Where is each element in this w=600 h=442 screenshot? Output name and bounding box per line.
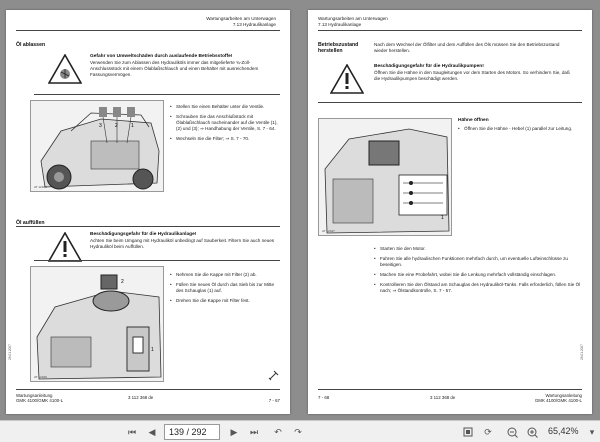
callout-2: 2 (115, 123, 118, 129)
next-view-icon[interactable]: ↷ (294, 426, 302, 437)
bullets-restore (374, 246, 582, 298)
bullet-item: • Öffnen Sie die Hähne - Hebel (1) parallel zur Leitung. (458, 126, 582, 132)
figure-code: AT 12347 (322, 229, 335, 233)
zoom-in-icon[interactable] (524, 424, 540, 440)
zoom-menu-icon[interactable]: ▾ (589, 426, 595, 437)
warning-text: Achten Sie beim Umgang mit Hydrauliköl unbedingt auf Sauberkeit. Filtern Sie auch neues Hydrauliköl beim Auffüllen. (90, 238, 275, 249)
side-date: 28.01.2007 (8, 344, 12, 360)
intro-text: Nach dem Wechsel der Ölfilter und dem Auffüllen des Öls müssen Sie den Betriebszustand wieder herstellen. (374, 42, 560, 53)
footer-manual: Wartungsanleitung (16, 392, 53, 398)
next-page-icon[interactable]: ▶ (230, 426, 238, 437)
footer-page-number: 7 - 67 (268, 398, 280, 404)
bullet-item: • Nehmen Sie die Kappe mit Filter (2) ab. (170, 272, 282, 278)
bullets-open-valves (458, 126, 582, 136)
header-rule (318, 30, 582, 31)
side-date: 28.01.2007 (580, 344, 584, 360)
header-rule (16, 30, 280, 31)
warning-rule (34, 260, 280, 261)
footer-docnumber: 3 112 368 de (128, 395, 154, 400)
warning-text: Verwenden Sie zum Ablassen des Hydrauliköls immer das mitgelieferte ¾-Zoll-Anschlussstück mit einem Ölablaßschlauch und einen Behälter mit ausreichendem Fassungsvermögen. (90, 60, 259, 77)
page-footer-left (16, 393, 63, 404)
damage-warning-icon (330, 64, 364, 94)
environment-warning-icon (48, 54, 82, 84)
callout-3: 3 (99, 123, 102, 129)
last-page-icon[interactable]: ⏭ (249, 426, 259, 437)
zoom-out-icon[interactable] (504, 424, 520, 440)
prev-page-icon[interactable]: ◀ (148, 426, 156, 437)
warning-title: Beschädigungsgefahr für die Hydraulikanlage! (90, 232, 197, 237)
page-right (308, 10, 592, 414)
bullet-item: • Machen Sie eine Probefahrt, wobei Sie die Lenkung mehrfach vollständig einschlagen. (374, 272, 582, 278)
bullets-drain (170, 104, 282, 146)
section-title-oel-auffuellen: Öl auffüllen (16, 220, 45, 226)
footer-rule (318, 389, 582, 390)
warning-rule (318, 102, 582, 103)
rotate-icon[interactable]: ⟳ (484, 426, 492, 437)
zoom-level[interactable]: 65,42% (548, 426, 579, 436)
bullet-item: • Wechseln Sie die Filter; ⇒ S. 7 - 70. (170, 136, 282, 142)
footer-docnumber: 3 112 368 de (430, 395, 456, 400)
figure-code: AT 12345 (34, 185, 47, 189)
subsection-title: Hähne öffnen (458, 118, 489, 123)
footer-rule (16, 389, 280, 390)
bullets-fill (170, 272, 282, 308)
callout-2: 2 (121, 279, 124, 285)
header-section: 7.13 Hydraulikanlage (232, 22, 276, 27)
plug-icon (268, 368, 280, 386)
page-left (6, 10, 290, 414)
footer-page-number: 7 - 68 (318, 395, 330, 400)
warning-title: Beschädigungsgefahr für die Hydraulikpumpen! (374, 64, 484, 69)
page-header (206, 16, 276, 28)
first-page-icon[interactable]: ⏮ (127, 426, 137, 437)
footer-model: GMK 4100/GMK 4100-L (534, 398, 582, 404)
figure-code: AT 12346 (34, 375, 47, 379)
bullet-item: • Schrauben Sie das Anschlußstück mit Ölablaßschlauch nacheinander auf die Ventile (1), (2) und (3); ⇒ Handhabung der Ventile, S. 7 - 64. (170, 114, 282, 132)
page-number-input[interactable]: 139 / 292 (164, 424, 220, 440)
warning-title: Gefahr von Umweltschäden durch auslaufende Betriebsstoffe! (90, 54, 233, 59)
callout-1: 1 (441, 215, 444, 221)
figure-drain-valves (30, 100, 164, 192)
warning-rule (34, 94, 280, 95)
prev-view-icon[interactable]: ↶ (274, 426, 282, 437)
figure-filler-cap (30, 266, 164, 382)
header-section: 7.13 Hydraulikanlage (318, 22, 362, 27)
bullet-item: • Starten Sie den Motor. (374, 246, 582, 252)
callout-1: 1 (151, 347, 154, 353)
header-chapter: Wartungsarbeiten am Unterwagen (318, 16, 388, 21)
bullet-item: • Füllen Sie neues Öl durch das Sieb bis zur Mitte des Schauglas (1) auf. (170, 282, 282, 294)
footer-model: GMK 4100/GMK 4100-L (16, 398, 64, 404)
section-title-betriebszustand: Betriebszustand herstellen (318, 42, 359, 54)
bullet-item: • Kontrollieren Sie den Ölstand am Schauglas des Hydrauliköl-Tanks. Falls erforderlich, füllen Sie Öl nach; ⇒ Ölstandkontrolle, S. 7 - 57. (374, 282, 582, 294)
warning-text: Öffnen Sie die Hähne in den Saugleitungen vor dem Starten des Motors. So verhindern Sie, daß die Hydraulikpumpen beschädigt werden. (374, 70, 570, 81)
page-footer-right (535, 393, 582, 404)
pdf-toolbar (0, 420, 600, 442)
footer-manual: Wartungsanleitung (545, 392, 582, 398)
figure-valves-open (318, 118, 452, 236)
bullet-item: • Drehen Sie die Kappe mit Filter fest. (170, 298, 282, 304)
section-rule (16, 226, 280, 227)
bullet-item: • Fahren Sie alle hydraulischen Funktionen mehrfach durch, um eventuelle Lufteinschlüsse zu beseitigen. (374, 256, 582, 268)
page-header (318, 16, 388, 28)
callout-1: 1 (131, 123, 134, 129)
bullet-item: • Stellen Sie einen Behälter unter die Ventile. (170, 104, 282, 110)
damage-warning-icon (48, 232, 82, 262)
section-title-oel-ablassen: Öl ablassen (16, 42, 46, 48)
header-chapter: Wartungsarbeiten am Unterwagen (206, 16, 276, 21)
fit-page-icon[interactable] (460, 424, 476, 440)
